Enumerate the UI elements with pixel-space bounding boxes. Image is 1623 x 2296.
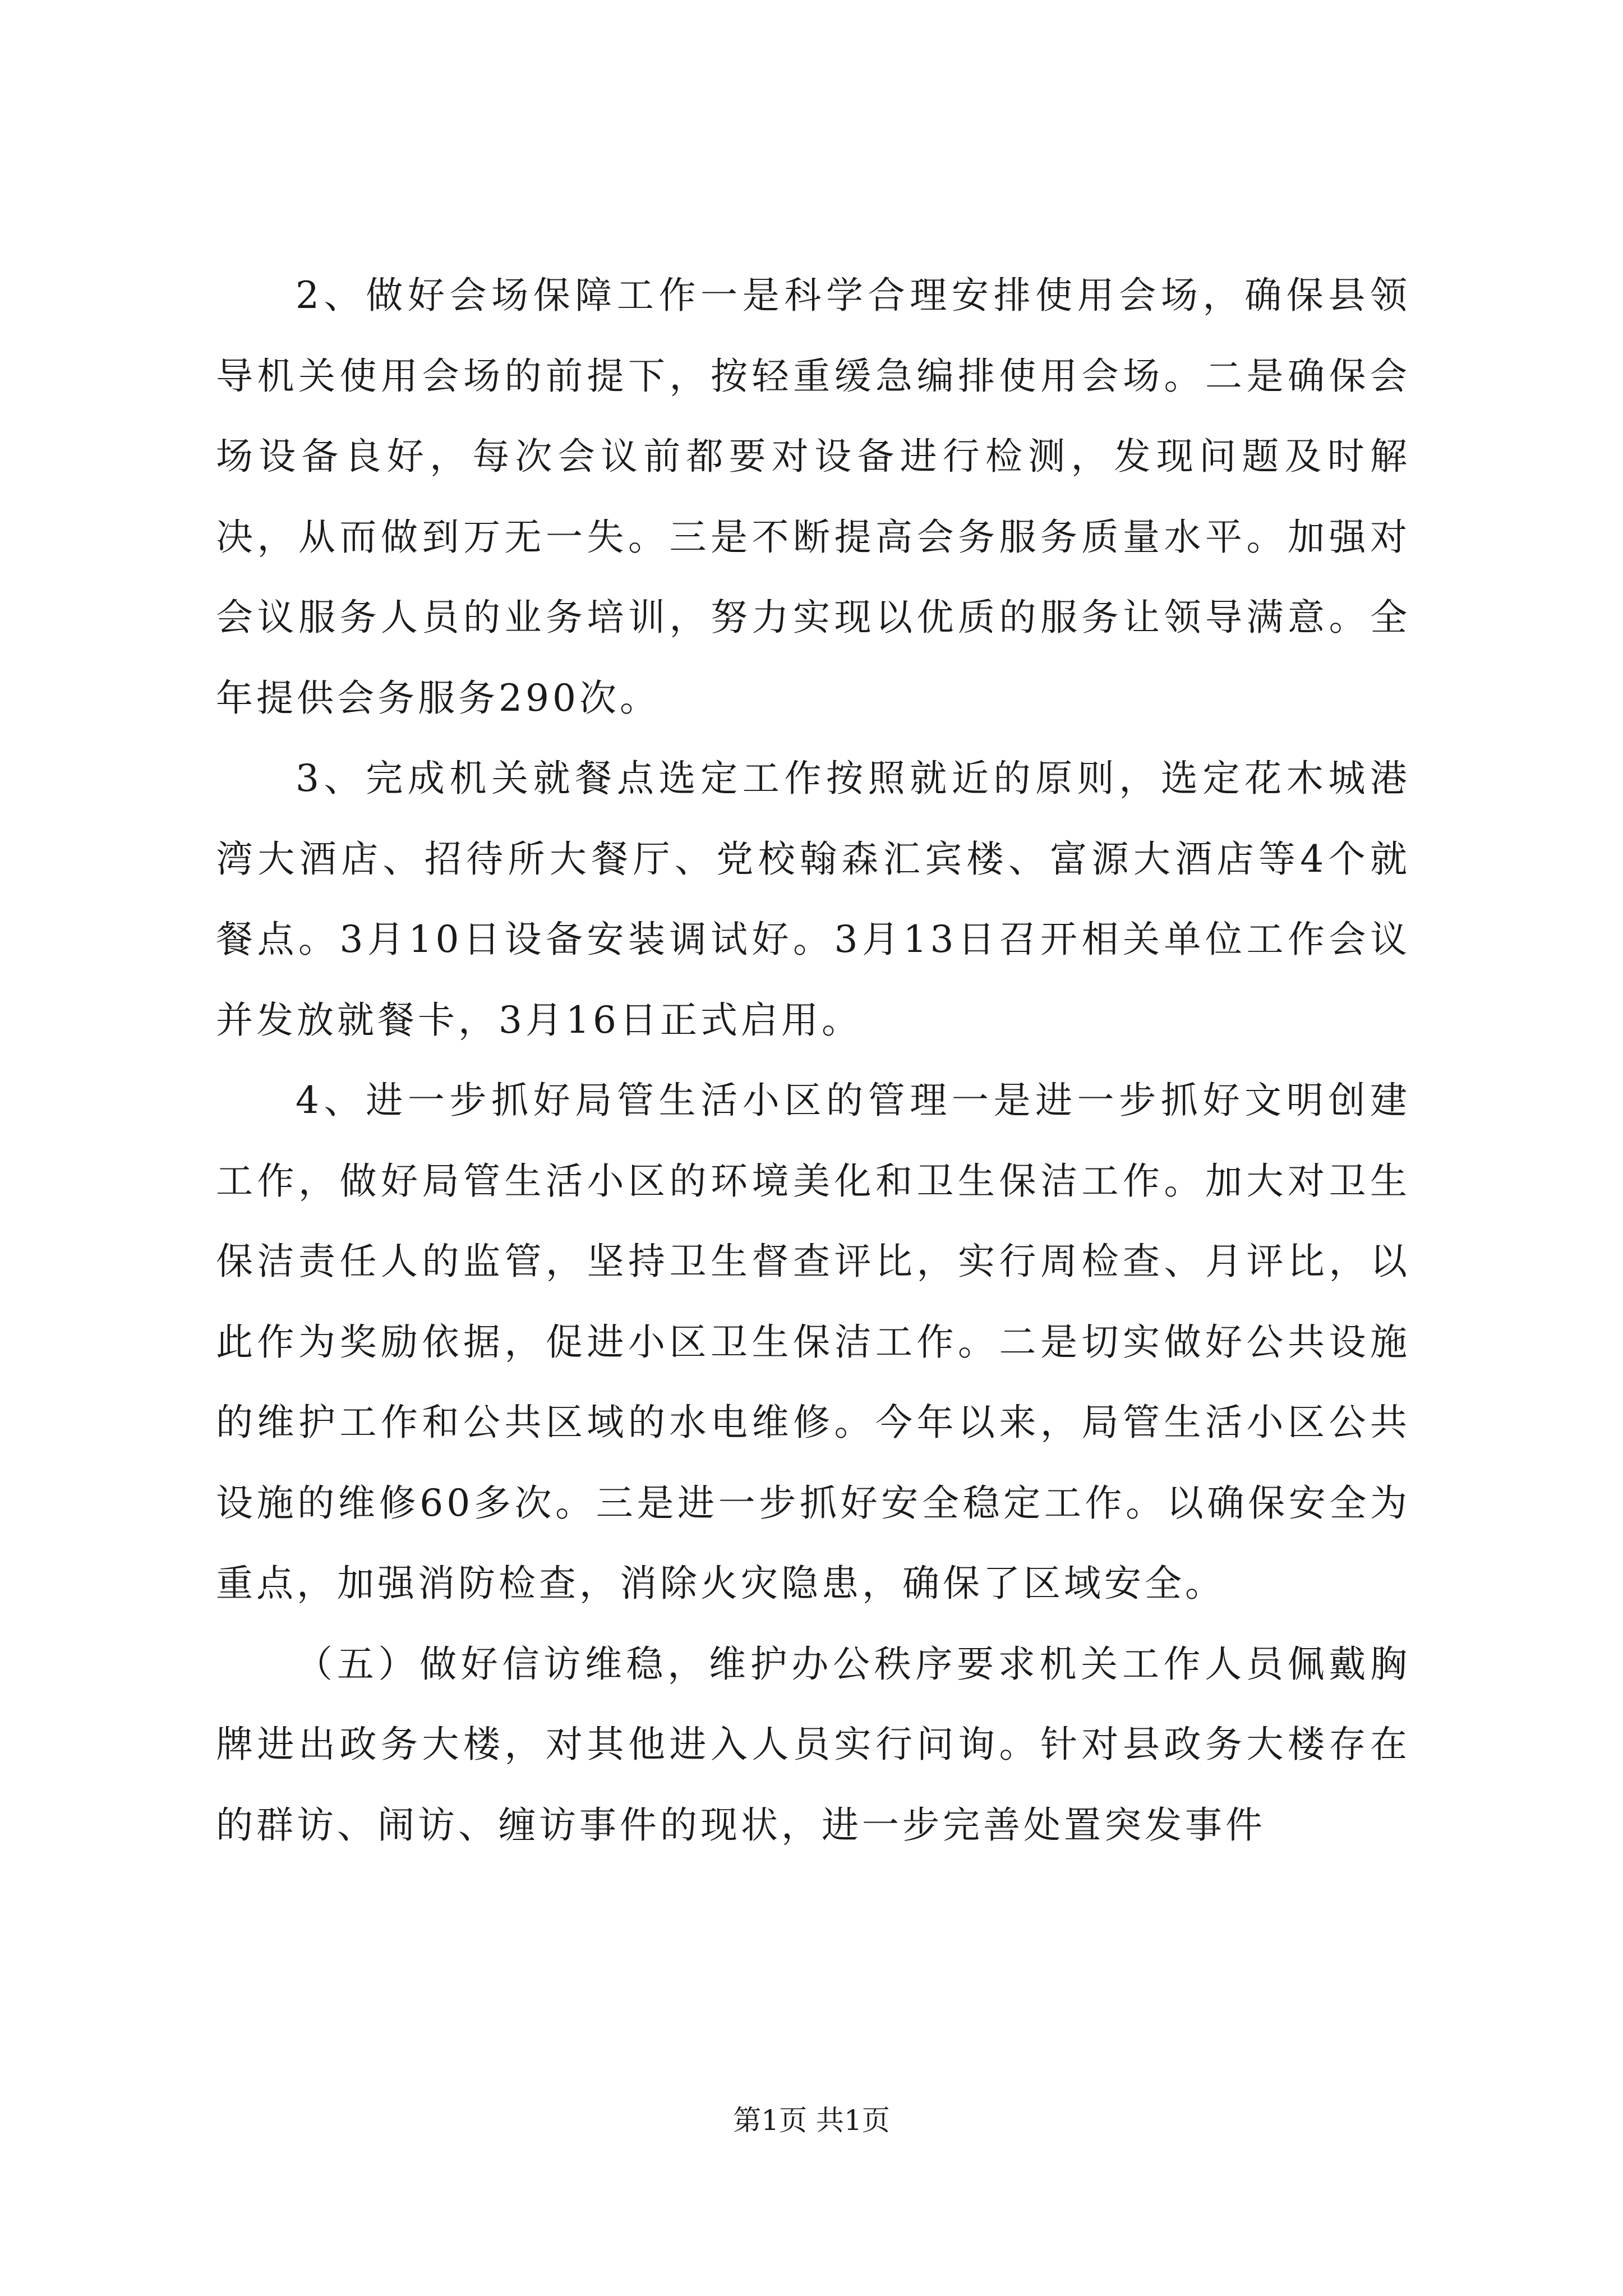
document-body <box>216 255 1410 1865</box>
paragraph-meeting-venue: 2、做好会场保障工作一是科学合理安排使用会场，确保县领导机关使用会场的前提下，按轻重缓急编排使用会场。二是确保会场设备良好，每次会议前都要对设备进行检测，发现问题及时解决，从而做到万无一失。三是不断提高会务服务质量水平。加强对会议服务人员的业务培训，努力实现以优质的服务让领导满意。全年提供会务服务290次。 <box>216 274 1410 720</box>
page-footer: 第1页 共1页 <box>733 2104 890 2137</box>
paragraph-residential-area: 4、进一步抓好局管生活小区的管理一是进一步抓好文明创建工作，做好局管生活小区的环境美化和卫生保洁工作。加大对卫生保洁责任人的监管，坚持卫生督查评比，实行周检查、月评比，以此作为奖励依据，促进小区卫生保洁工作。二是切实做好公共设施的维护工作和公共区域的水电维修。今年以来，局管生活小区公共设施的维修60多次。三是进一步抓好安全稳定工作。以确保安全为重点，加强消防检查，消除火灾隐患，确保了区域安全。 <box>216 1079 1410 1605</box>
paragraph-dining-points: 3、完成机关就餐点选定工作按照就近的原则，选定花木城港湾大酒店、招待所大餐厅、党校翰森汇宾楼、富源大酒店等4个就餐点。3月10日设备安装调试好。3月13日召开相关单位工作会议并发放就餐卡，3月16日正式启用。 <box>216 757 1410 1042</box>
paragraph-petition-stability: （五）做好信访维稳，维护办公秩序要求机关工作人员佩戴胸牌进出政务大楼，对其他进入人员实行问询。针对县政务大楼存在的群访、闹访、缠访事件的现状，进一步完善处置突发事件 <box>216 1642 1410 1847</box>
